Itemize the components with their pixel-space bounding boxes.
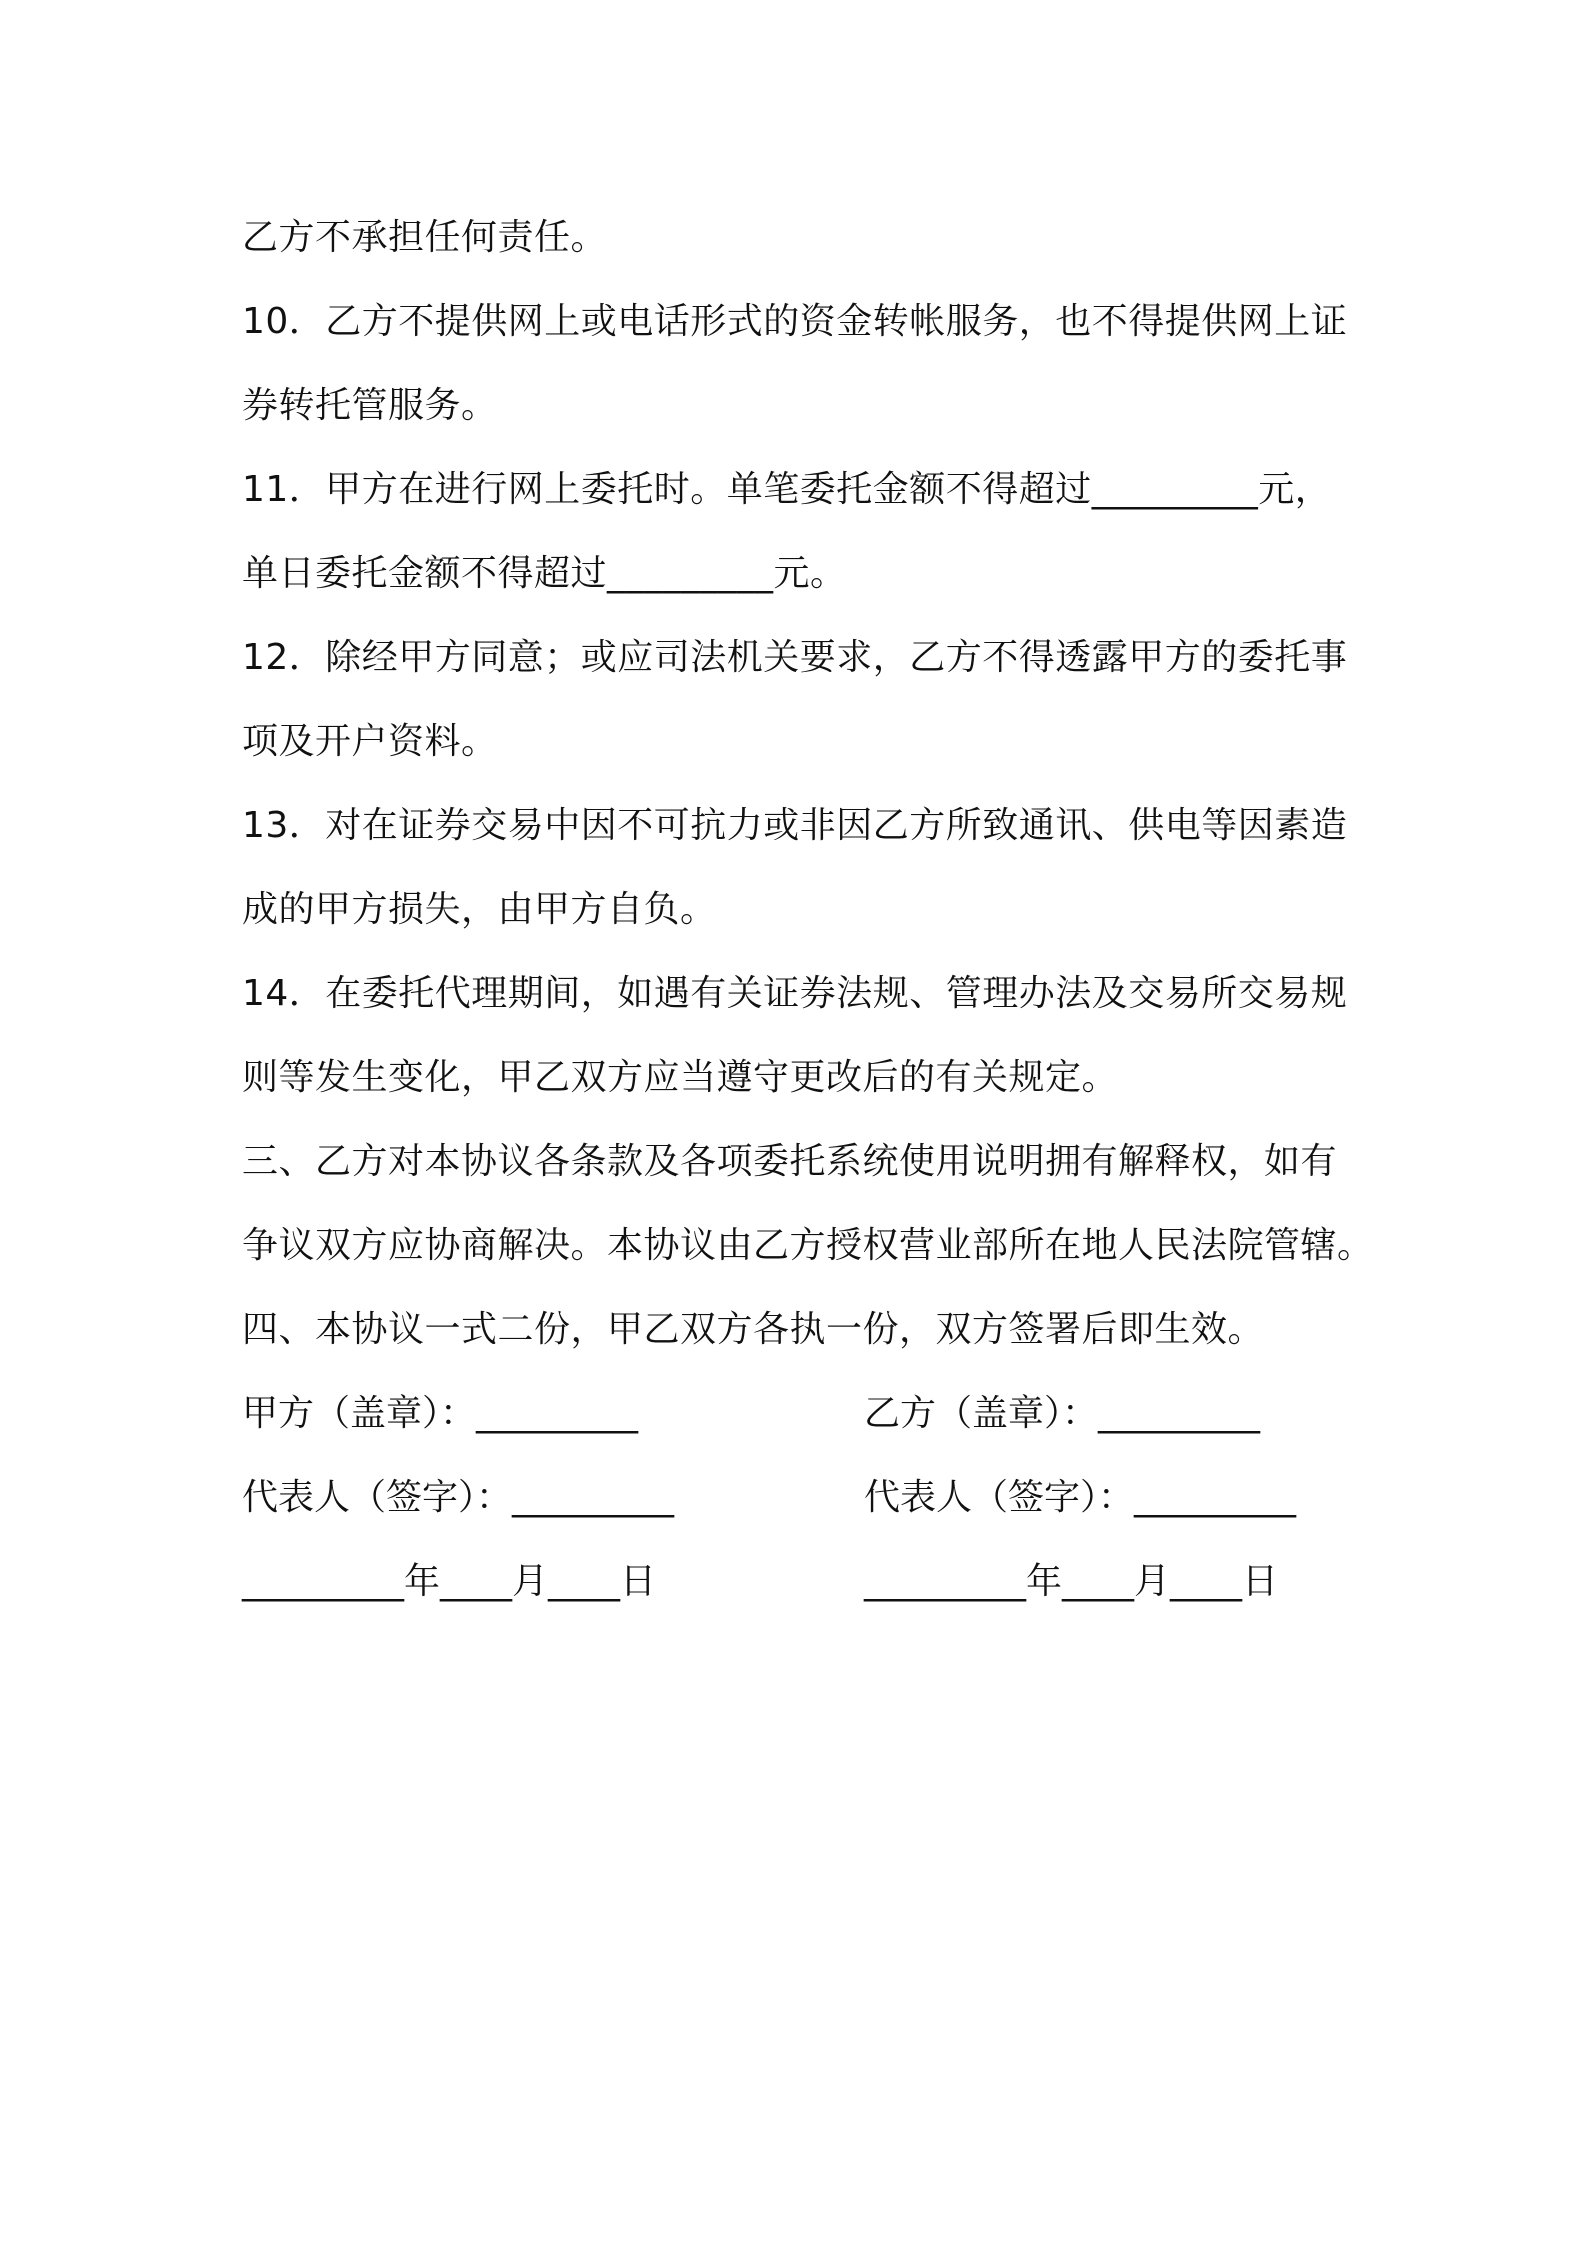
text-line: 券转托管服务。 bbox=[242, 385, 498, 426]
representative-row bbox=[242, 1456, 1382, 1540]
section-4: 四、本协议一式二份，甲乙双方各执一份，双方签署后即生效。 bbox=[242, 1309, 1265, 1350]
party-b-date: _________年____月____日 bbox=[864, 1561, 1278, 1602]
party-a-seal: 甲方（盖章）：_________ bbox=[242, 1393, 639, 1434]
text-line: 单日委托金额不得超过_________元。 bbox=[242, 553, 847, 594]
text-line: 争议双方应协商解决。本协议由乙方授权营业部所在地人民法院管辖。 bbox=[242, 1225, 1374, 1266]
section-3: 三、乙方对本协议各条款及各项委托系统使用说明拥有解释权，如有 bbox=[242, 1141, 1338, 1182]
clause-14: 14．在委托代理期间，如遇有关证券法规、管理办法及交易所交易规 bbox=[242, 973, 1348, 1014]
document-body bbox=[242, 196, 1382, 1624]
seal-row bbox=[242, 1372, 1382, 1456]
text-line: 则等发生变化，甲乙双方应当遵守更改后的有关规定。 bbox=[242, 1057, 1119, 1098]
text-line: 乙方不承担任何责任。 bbox=[242, 217, 608, 258]
clause-11: 11．甲方在进行网上委托时。单笔委托金额不得超过_________元， bbox=[242, 469, 1332, 510]
text-line: 项及开户资料。 bbox=[242, 721, 498, 762]
party-a-date: _________年____月____日 bbox=[242, 1561, 656, 1602]
party-a-representative: 代表人（签字）：_________ bbox=[242, 1477, 675, 1518]
party-b-seal: 乙方（盖章）：_________ bbox=[864, 1393, 1261, 1434]
party-b-representative: 代表人（签字）：_________ bbox=[864, 1477, 1297, 1518]
clause-10: 10．乙方不提供网上或电话形式的资金转帐服务，也不得提供网上证 bbox=[242, 301, 1348, 342]
clause-13: 13．对在证券交易中因不可抗力或非因乙方所致通讯、供电等因素造 bbox=[242, 805, 1348, 846]
clause-12: 12．除经甲方同意；或应司法机关要求，乙方不得透露甲方的委托事 bbox=[242, 637, 1348, 678]
date-row bbox=[242, 1540, 1382, 1624]
text-line: 成的甲方损失，由甲方自负。 bbox=[242, 889, 717, 930]
